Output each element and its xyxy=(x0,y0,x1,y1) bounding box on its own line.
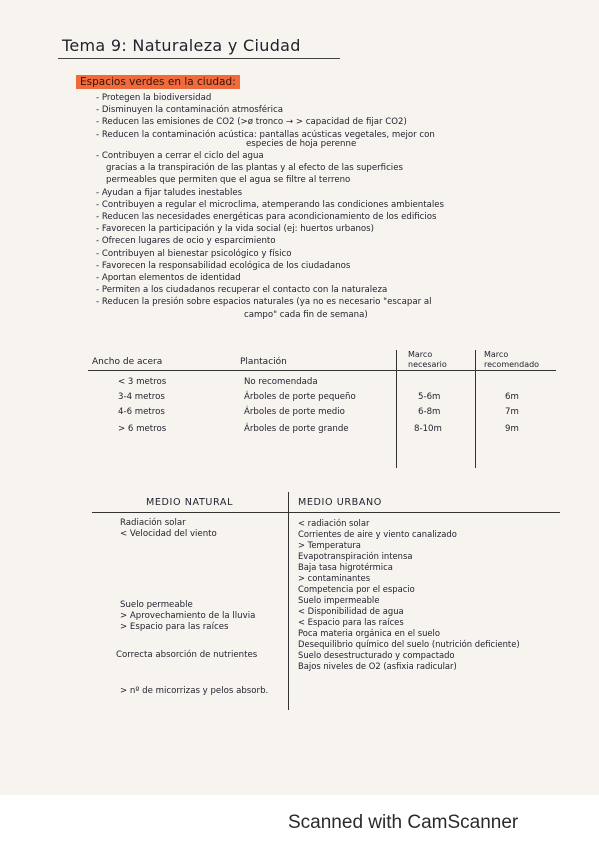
list-item: - Contribuyen al bienestar psicológico y físico xyxy=(96,248,292,259)
list-item: > contaminantes xyxy=(298,573,371,583)
table1-divider xyxy=(475,350,476,468)
table1-divider xyxy=(396,350,397,468)
list-item: Baja tasa higrotérmica xyxy=(298,562,393,572)
list-item: < Disponibilidad de agua xyxy=(298,606,404,616)
list-item: - Contribuyen a cerrar el ciclo del agua xyxy=(96,151,264,162)
list-item: - Permiten a los ciudadanos recuperar el contacto con la naturaleza xyxy=(96,285,388,296)
list-item-continuation: permeables que permiten que el agua se filtre al terreno xyxy=(106,175,351,186)
table1-header-ancho: Ancho de acera xyxy=(92,357,163,367)
table-cell: 6-8m xyxy=(418,407,441,417)
section-heading: Espacios verdes en la ciudad: xyxy=(76,75,240,89)
list-item: > nº de micorrizas y pelos absorb. xyxy=(120,686,269,696)
list-item: > Espacio para las raíces xyxy=(120,622,229,632)
list-item: - Reducen las necesidades energéticas para acondicionamiento de los edificios xyxy=(96,212,437,223)
list-item: - Protegen la biodiversidad xyxy=(96,93,212,103)
list-item: Corrientes de aire y viento canalizado xyxy=(298,529,457,539)
table-cell: 6m xyxy=(505,392,519,402)
list-item-continuation: gracias a la transpiración de las plantas y al efecto de las superficies xyxy=(106,163,403,174)
natural-group-1 xyxy=(120,518,290,540)
list-item: - Reducen las emisiones de CO2 (>ø tronco → > capacidad de fijar CO2) xyxy=(96,117,407,128)
table-cell: 5-6m xyxy=(418,392,441,402)
urbano-list xyxy=(298,518,588,672)
table1-header-marco-necesario: Marco necesario xyxy=(408,350,447,369)
title-underline xyxy=(58,58,340,59)
table1-header-rule xyxy=(88,370,556,371)
table-cell: 9m xyxy=(505,424,519,434)
list-item: - Ayudan a fijar taludes inestables xyxy=(96,187,243,198)
list-item: Poca materia orgánica en el suelo xyxy=(298,628,441,638)
list-item: Correcta absorción de nutrientes xyxy=(116,650,258,660)
list-item: < Espacio para las raíces xyxy=(298,617,404,627)
list-item: Evapotranspiración intensa xyxy=(298,551,413,561)
list-item: < Velocidad del viento xyxy=(120,529,217,539)
table-cell: < 3 metros xyxy=(118,377,167,387)
list-item: Bajos niveles de O2 (asfixia radicular) xyxy=(298,661,457,671)
natural-group-2 xyxy=(120,600,290,633)
list-item: < radiación solar xyxy=(298,518,370,528)
table-cell: 8-10m xyxy=(414,424,442,434)
list-item: - Favorecen la responsabilidad ecológica de los ciudadanos xyxy=(96,260,351,271)
table1-header-plantacion: Plantación xyxy=(240,357,287,367)
table-cell: Árboles de porte medio xyxy=(244,407,345,417)
list-item: Suelo impermeable xyxy=(298,595,380,605)
list-item-continuation: campo" cada fin de semana) xyxy=(244,309,368,320)
list-item: - Reducen la contaminación acústica: pantallas acústicas vegetales, mejor con xyxy=(96,129,435,140)
list-item: Radiación solar xyxy=(120,518,186,528)
list-item: Desequilibrio químico del suelo (nutrición deficiente) xyxy=(298,639,520,649)
table2-header-natural: MEDIO NATURAL xyxy=(146,497,234,508)
table-cell: No recomendada xyxy=(244,377,318,387)
list-item: - Reducen la presión sobre espacios naturales (ya no es necesario "escapar al xyxy=(96,297,432,308)
table-cell: Árboles de porte pequeño xyxy=(244,392,356,402)
table-cell: 7m xyxy=(505,407,519,417)
natural-group-3 xyxy=(116,650,286,661)
list-item: Suelo permeable xyxy=(120,600,193,610)
page-title: Tema 9: Naturaleza y Ciudad xyxy=(62,36,301,55)
list-item: > Temperatura xyxy=(298,540,361,550)
list-item: > Aprovechamiento de la lluvia xyxy=(120,611,256,621)
list-item: Competencia por el espacio xyxy=(298,584,415,594)
table1-header-marco-recomendado: Marco recomendado xyxy=(484,350,540,369)
list-item: Suelo desestructurado y compactado xyxy=(298,650,455,660)
table-cell: Árboles de porte grande xyxy=(244,424,349,434)
natural-group-4 xyxy=(120,686,290,697)
list-item: - Contribuyen a regular el microclima, atemperando las condiciones ambientales xyxy=(96,199,445,210)
benefits-list xyxy=(96,92,566,321)
table-cell: 4-6 metros xyxy=(118,407,165,417)
table2-header-urbano: MEDIO URBANO xyxy=(298,497,382,508)
list-item: - Aportan elementos de identidad xyxy=(96,273,241,284)
list-item: - Favorecen la participación y la vida social (ej: huertos urbanos) xyxy=(96,224,374,235)
list-item: - Ofrecen lugares de ocio y esparcimiento xyxy=(96,236,276,247)
list-item-continuation: especies de hoja perenne xyxy=(246,138,357,149)
scanner-watermark: Scanned with CamScanner xyxy=(288,812,519,833)
table2-header-rule xyxy=(92,512,560,513)
table-cell: > 6 metros xyxy=(118,424,167,434)
table-cell: 3-4 metros xyxy=(118,392,165,402)
list-item: - Disminuyen la contaminación atmosférica xyxy=(96,105,283,116)
